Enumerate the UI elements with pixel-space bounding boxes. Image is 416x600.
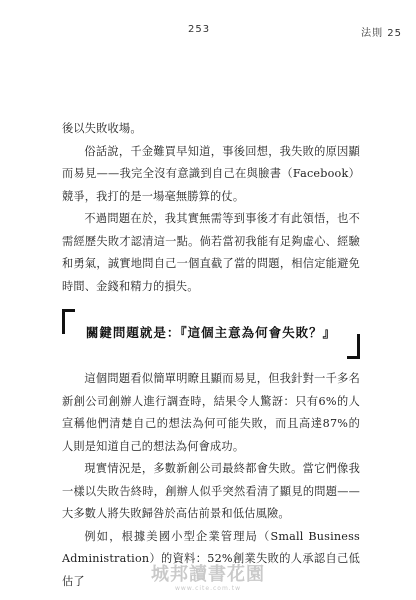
paragraph: 俗話說，千金難買早知道，事後回想，我失敗的原因顯而易見——我完全沒有意識到自己在與臉書（Facebook）競爭，我打的是一場毫無勝算的仗。: [62, 144, 360, 203]
watermark-name: 城邦讀書花園: [151, 564, 265, 585]
watermark: [0, 560, 416, 592]
paragraph: 不過問題在於，我其實無需等到事後才有此領悟，也不需經歷失敗才認清這一點。倘若當初我能有足夠虛心、經驗和勇氣，誠實地問自己一個直截了當的問題，相信定能避免時間、金錢和精力的損失。: [62, 212, 360, 293]
watermark-url: www.cite.com.tw: [175, 585, 241, 592]
page-number: 253: [188, 24, 211, 35]
paragraph: 現實情況是，多數新創公司最終都會失敗。當它們像我一樣以失敗告終時，創辦人似乎突然看清了顯見的問題——大多數人將失敗歸咎於高估前景和低估風險。: [62, 462, 360, 520]
running-head: 法則 25: [361, 28, 402, 39]
paragraph: 這個問題看似簡單明瞭且顯而易見，但我針對一千多名新創公司創辦人進行調查時，結果令人驚訝：只有6%的人宣稱他們清楚自己的想法為何可能失敗，而且高達87%的人則是知道自己的想法為何會成功。: [62, 372, 360, 453]
key-question-callout: [62, 309, 360, 359]
paragraph: 後以失敗收場。: [62, 122, 142, 135]
paragraph: 例如，根據美國小型企業管理局（Small Business Administration）的資料：52%創業失敗的人承認自己低估了: [62, 529, 360, 588]
key-question-text: 關鍵問題就是：『這個主意為何會失敗？』: [85, 325, 337, 340]
bracket-close-icon: [347, 334, 360, 359]
body-text-upper: [62, 118, 360, 298]
